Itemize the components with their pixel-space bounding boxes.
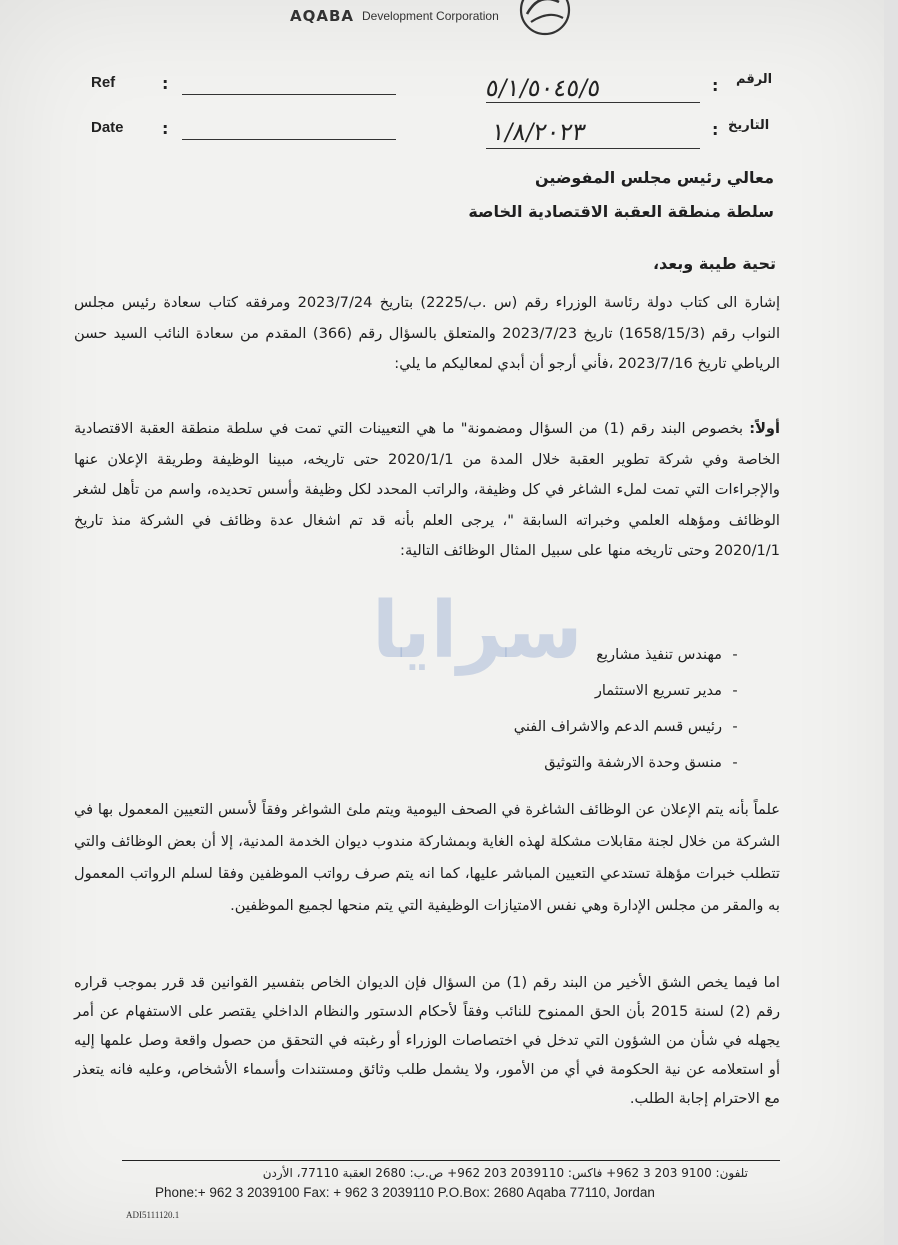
first-item-label: أولاً: [749,420,781,437]
document-code: ADI5111120.1 [126,1210,180,1220]
greeting: تحية طيبة وبعد، [652,254,776,273]
list-item: - منسق وحدة الارشفة والتوثيق [544,753,738,771]
addressee-org: سلطة منطقة العقبة الاقتصادية الخاصة [468,202,774,221]
ref-line [182,94,396,95]
date-line-ar [486,148,700,149]
date-label: Date [91,119,124,136]
first-item-text: بخصوص البند رقم (1) من السؤال ومضمونة" ما هي التعيينات التي تمت في سلطة منطقة العقبة الاقتصادية الخاصة وفي شركة تطوير العقبة خلال المدة من 2020/1/1 حتى تاريخه، مبينا الوظيفة وطريقة الإعلان عنها والإجراءات التي تمت لملء الشاغر في كل وظيفة، والراتب المحدد لكل وظيفة وأسس تحديده، واسم من تأهل لشغر الوظائف ومؤهله العلمي وخبراته السابقة "، يرجى العلم بأنه قد تم اشغال عدة وظائف في الشركة منذ تاريخ 2020/1/1 وحتى تاريخه منها على سبيل المثال الوظائف التالية: [74,420,781,559]
ref-label: Ref [91,74,116,91]
paragraph-legal-interpretation: اما فيما يخص الشق الأخير من البند رقم (1) من السؤال فإن الديوان الخاص بتفسير القوانين قد قرر بموجب قراره رقم (2) لسنة 2015 بأن الحق الممنوح للنائب وفقاً لأحكام الدستور والنظام الداخلي يقتصر على الاستفهام عن أمر يجهله في شأن من الشؤون التي تدخل في اختصاصات الوزراء أو رغبته في التحقق من حصول واقعة وصل علمها إليه أو استعلامه عن نية الحكومة في أي من الأمور، ولا يشمل طلب وثائق ومستندات وأسماء الأشخاص، وعليه فانه يتعذر مع الاحترام إجابة الطلب. [74,974,780,1107]
addressee-title: معالي رئيس مجلس المفوضين [535,168,774,187]
intro-paragraph: إشارة الى كتاب دولة رئاسة الوزراء رقم (س .ب/2225) بتاريخ 2023/7/24 ومرفقه كتاب سعادة رئيس مجلس النواب رقم (1658/15/3) تاريخ 2023/7/23 والمتعلق بالسؤال رقم (366) المقدم من سعادة النائب السيد حسن الرياطي تاريخ 2023/7/16 ،فأني أرجو أن أبدي لمعاليكم ما يلي: [74,294,781,372]
page-edge [884,0,898,1245]
company-logo-icon [505,0,585,40]
ref-line-ar [486,102,700,103]
ref-number-handwritten: ٥/١/٥٠٤٥/٥ [484,74,603,102]
date-handwritten: ١/٨/٢٠٢٣ [490,118,588,146]
list-item: - مدير تسريع الاستثمار [594,681,738,699]
date-colon: : [162,119,169,138]
ref-label-ar: الرقم [736,72,773,87]
first-item-paragraph [74,414,780,567]
watermark: سرايا [372,586,583,676]
list-item: - رئيس قسم الدعم والاشراف الفني [513,717,738,735]
ref-colon: : [162,74,169,93]
paragraph-hiring-process: علماً بأنه يتم الإعلان عن الوظائف الشاغرة في الصحف اليومية ويتم ملئ الشواغر وفقاً لأسس التعيين المعمول بها في الشركة من خلال لجنة مقابلات مشكلة لهذه الغاية وبمشاركة مندوب ديوان الخدمة المدنية، إلا أن بعض الوظائف والتي تتطلب خبرات مؤهلة تستدعي التعيين المباشر عليها، كما انه يتم صرف رواتب الموظفين وفقا لسلم الرواتب المعمول به والمقر من مجلس الإدارة وهي نفس الامتيازات الوظيفية التي يتم منحها لجميع الموظفين. [74,801,780,914]
letterhead [290,0,499,32]
date-label-ar: التاريخ [728,118,770,133]
ref-colon-ar: : [712,76,719,95]
logo-wordmark: AQABA [290,7,355,25]
footer-rule [122,1160,780,1161]
footer-contact-english: Phone:+ 962 3 2039100 Fax: + 962 3 2039110 P.O.Box: 2680 Aqaba 77110, Jordan [155,1185,655,1200]
footer-contact-arabic: تلفون: 9100 203 3 962+ فاكس: 2039110 203 962+ ص.ب: 2680 العقبة 77110، الأردن [262,1166,748,1180]
date-colon-ar: : [712,120,719,139]
list-item: - مهندس تنفيذ مشاريع [596,645,738,663]
organization-name: Development Corporation [362,9,499,23]
date-line [182,139,396,140]
